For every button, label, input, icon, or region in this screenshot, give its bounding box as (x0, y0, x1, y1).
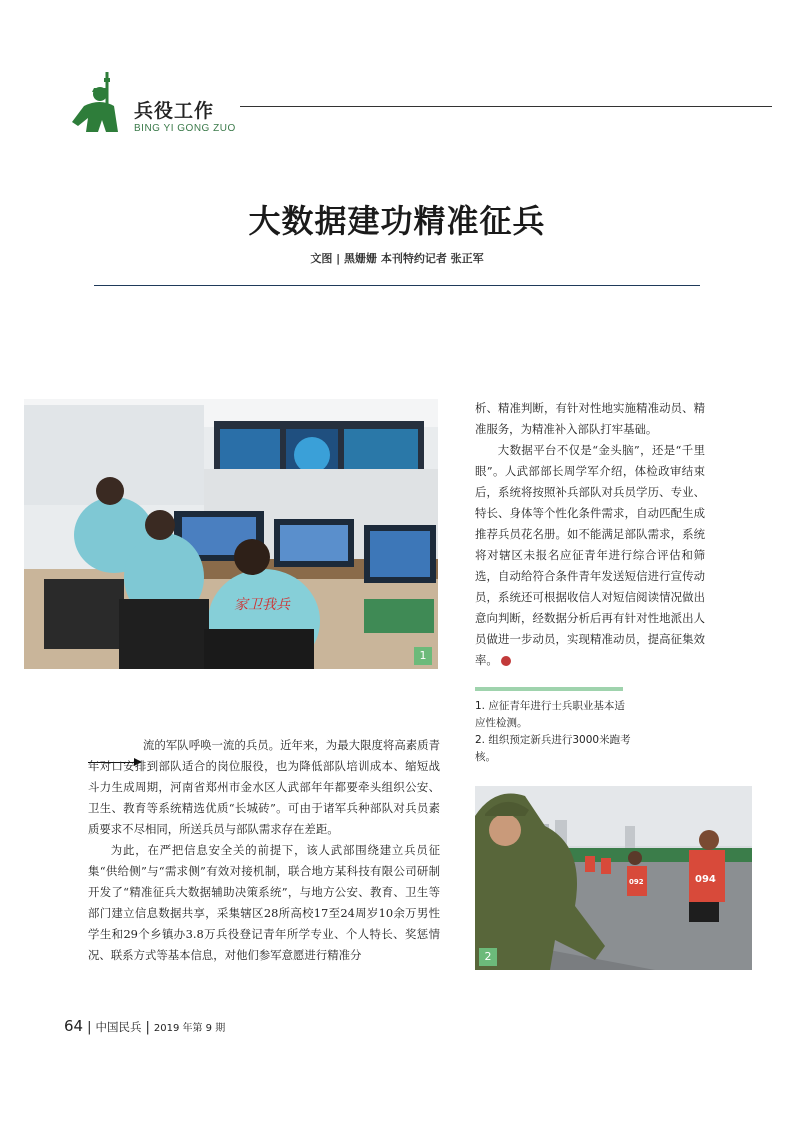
right-column (475, 398, 705, 671)
magazine-name: 中国民兵 (95, 1020, 142, 1034)
caption-1: 1. 应征青年进行士兵职业基本适应性检测。 (475, 700, 625, 729)
command-center-illustration (24, 399, 438, 669)
header-rule (240, 106, 772, 107)
title-rule (94, 285, 700, 286)
photo-number-badge: 2 (479, 948, 497, 966)
paragraph: 流的军队呼唤一流的兵员。近年来，为最大限度将高素质青年对口安排到部队适合的岗位服役，也为降低部队培训成本、缩短战斗力生成周期，河南省郑州市金水区人武部年年都要牵头组织公安、卫生、教育等系统精选优质“长城砖”。可由于诸军兵种部队对兵员素质要求不尽相同，所送兵员与部队需求存在差距。 (88, 738, 440, 836)
left-column (88, 735, 440, 966)
section-title: 兵役工作 (134, 100, 215, 122)
end-mark-icon (501, 656, 511, 666)
bib-092: 092 (629, 878, 644, 886)
caption-2: 2. 组织预定新兵进行3000米跑考核。 (475, 734, 631, 763)
photo-number-badge: 1 (414, 647, 432, 665)
issue-label: 2019 年第 9 期 (153, 1023, 226, 1034)
photo-running-test (475, 786, 752, 970)
soldier-logo-icon (70, 70, 128, 136)
article-byline: 文图 | 黑姗姗 本刊特约记者 张正军 (310, 252, 484, 265)
section-subtitle: BING YI GONG ZUO (134, 123, 236, 134)
vest-text: 家卫我兵 (234, 597, 290, 613)
page-footer: 64 | 中国民兵 | 2019 年第 9 期 (64, 1017, 226, 1035)
bib-094: 094 (695, 874, 716, 885)
photo-captions (475, 698, 635, 766)
paragraph: 析、精准判断，有针对性地实施精准动员、精准服务，为精准补入部队打牢基础。 (475, 401, 705, 436)
caption-bar (475, 687, 623, 691)
photo-command-center (24, 399, 438, 669)
paragraph: 为此，在严把信息安全关的前提下，该人武部围绕建立兵员征集“供给侧”与“需求侧”有效对接机制，联合地方某科技有限公司研制开发了“精准征兵大数据辅助决策系统”，与地方公安、教育、卫生等部门建立信息数据共享，采集辖区28所高校17至24周岁10余万男性学生和29个乡镇办3.8万兵役登记青年所学专业、个人特长、奖惩情况、联系方式等基本信息，对他们参军意愿进行精准分 (88, 843, 440, 962)
article-title: 大数据建功精准征兵 (248, 202, 546, 240)
paragraph: 大数据平台不仅是“金头脑”，还是“千里眼”。人武部部长周学军介绍，体检政审结束后，系统将按照补兵部队对兵员学历、专业、特长、身体等个性化条件需求，自动匹配生成推荐兵员花名册。如不能满足部队需求，系统将对辖区未报名应征青年进行综合评估和筛选，自动给符合条件青年发送短信进行宣传动员，系统还可根据收信人对短信阅读情况做出意向判断，经数据分析后再有针对性地派出人员做进一步动员，实现精准动员，提高征集效率。 (475, 443, 705, 667)
running-test-illustration (475, 786, 752, 970)
page-number: 64 (64, 1017, 84, 1035)
